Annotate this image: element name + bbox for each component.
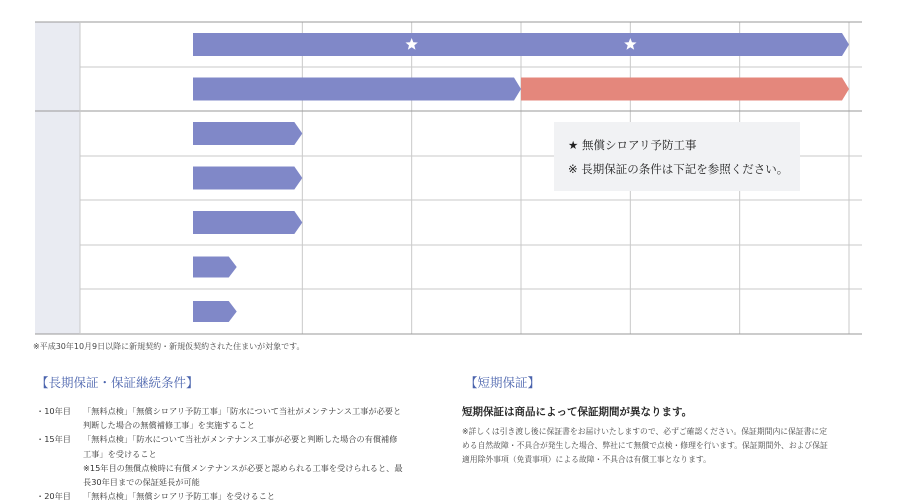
condition-line: 「無料点検」「無償シロアリ予防工事」を受けること bbox=[83, 491, 276, 502]
footnote: ※平成30年10月9日以降に新規契約・新規仮契約された住まいが対象です。 bbox=[33, 342, 305, 351]
legend-note bbox=[554, 122, 800, 191]
condition-text bbox=[83, 489, 446, 503]
group-bg-short bbox=[35, 111, 80, 334]
bar-long bbox=[193, 78, 521, 101]
condition-text bbox=[83, 432, 446, 489]
bar-long bbox=[193, 33, 849, 56]
condition-year: ・20年目 bbox=[36, 491, 71, 502]
long-term-section-title: 【長期保証・保証継続条件】 bbox=[36, 375, 199, 390]
short-term-section-title: 【短期保証】 bbox=[465, 375, 541, 390]
condition-line: 判断した場合の無償補修工事」を実施すること bbox=[83, 420, 255, 431]
condition-text bbox=[83, 404, 446, 432]
condition-line: 工事」を受けること bbox=[83, 448, 157, 459]
condition-line: 「無料点検」「防水について当社がメンテナンス工事が必要と判断した場合の有償補修 bbox=[83, 434, 398, 445]
long-term-conditions bbox=[36, 404, 446, 503]
condition-line: 長30年目までの保証延長が可能 bbox=[83, 477, 200, 488]
short-term-body-line: 適用除外事項（免責事項）による故障・不具合は有償工事となります。 bbox=[462, 455, 711, 465]
bar-extension bbox=[521, 78, 849, 101]
condition-year: ・10年目 bbox=[36, 406, 71, 416]
condition-line: 「無料点検」「無償シロアリ予防工事」「防水について当社がメンテナンス工事が必要と bbox=[83, 406, 402, 416]
condition-line: ※15年目の無償点検時に有償メンテナンスが必要と認められる工事を受けられると、最 bbox=[83, 462, 403, 473]
legend-star-line: ★ 無償シロアリ予防工事 bbox=[568, 138, 697, 152]
short-term-lead: 短期保証は商品によって保証期間が異なります。 bbox=[462, 406, 693, 418]
short-term-body-line: める自然故障・不具合が発生した場合、弊社にて無償で点検・修理を行います。保証期間外、および保証 bbox=[462, 441, 828, 451]
condition-item bbox=[36, 489, 446, 503]
condition-year: ・15年目 bbox=[36, 434, 71, 445]
bar-short bbox=[193, 167, 302, 190]
bar-short bbox=[193, 301, 237, 322]
legend-condition-line: ※ 長期保証の条件は下記を参照ください。 bbox=[568, 162, 789, 176]
group-bg-long bbox=[35, 22, 80, 111]
short-term-body bbox=[462, 425, 887, 468]
short-term-body-line: ※詳しくは引き渡し後に保証書をお届けいたしますので、必ずご確認ください。保証期間内に保証書に定 bbox=[462, 427, 828, 436]
condition-item bbox=[36, 404, 446, 432]
bar-short bbox=[193, 122, 302, 145]
condition-item bbox=[36, 432, 446, 489]
bar-short bbox=[193, 257, 237, 278]
bar-short bbox=[193, 211, 302, 234]
